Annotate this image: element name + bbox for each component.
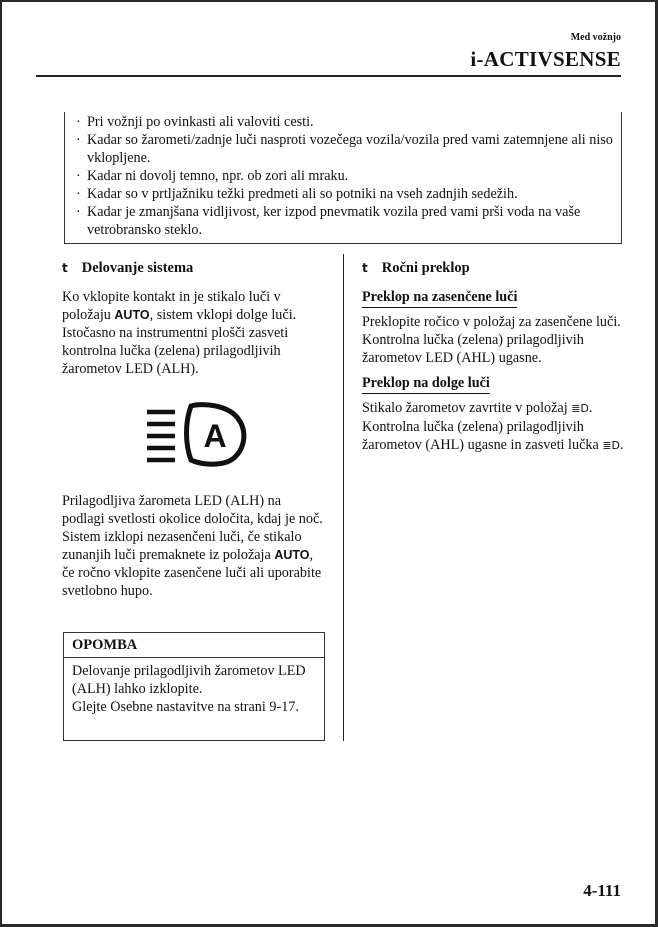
column-divider xyxy=(343,254,344,741)
section-marker: t xyxy=(362,261,368,275)
note-text: Glejte Osebne nastavitve na strani 9-17. xyxy=(72,699,299,715)
subheading: Preklop na dolge luči xyxy=(362,374,490,394)
section-marker: t xyxy=(62,261,68,275)
text-run: . xyxy=(620,437,624,453)
text-run: Kontrolna lučka (zelena) prilagodljivih žarometov (AHL) ugasne in zasveti lučka xyxy=(362,419,603,453)
manual-page xyxy=(2,2,655,924)
section-heading xyxy=(62,258,327,278)
conditions-box xyxy=(64,112,622,244)
note-body xyxy=(64,658,324,716)
page-title: i-ACTIVSENSE xyxy=(470,47,621,71)
paragraph xyxy=(362,399,624,418)
section-heading xyxy=(362,258,624,278)
note-title: OPOMBA xyxy=(64,633,324,658)
text-run: , če ročno vklopite zasenčene luči ali uporabite svetlobno hupo. xyxy=(62,547,322,599)
text-run: . xyxy=(588,400,593,416)
subheading: Preklop na zasenčene luči xyxy=(362,288,517,308)
paragraph xyxy=(362,418,624,455)
bullet-item: · Pri vožnji po ovinkasti ali valoviti cesti. xyxy=(75,113,615,131)
paragraph: Preklopite ročico v položaj za zasenčene luči. xyxy=(362,314,621,330)
paragraph xyxy=(62,288,327,378)
section-label: Med vožnjo xyxy=(570,32,621,43)
bullet-item: · Kadar so v prtljažniku težki predmeti ali so potniki na vseh zadnjih sedežih. xyxy=(75,185,615,203)
text-run: Sistem izklopi nezasenčeni luči, če stikalo zunanjih luči premaknete iz položaja xyxy=(62,529,302,563)
note-text: Delovanje prilagodljivih žarometov LED (ALH) lahko izklopite. xyxy=(72,663,306,697)
auto-label: AUTO xyxy=(114,308,150,322)
adaptive-led-headlights-icon xyxy=(145,400,249,468)
icon-letter: A xyxy=(203,418,227,454)
section-heading-text: Delovanje sistema xyxy=(81,260,194,276)
page-number: 4-111 xyxy=(583,881,621,900)
paragraph xyxy=(62,528,327,600)
high-beam-icon: ≣D xyxy=(602,439,620,452)
section-heading-text: Ročni preklop xyxy=(381,260,470,276)
high-beam-icon: ≣D xyxy=(571,402,589,415)
text-run: Ko vklopite kontakt in je stikalo luči v položaju xyxy=(62,289,281,323)
right-column xyxy=(362,258,624,455)
text-run: , sistem vklopi dolge luči. Istočasno na instrumentni plošči zasveti kontrolna lučka (zelena) prilagodljivih žarometov LED (ALH). xyxy=(62,307,297,377)
auto-label: AUTO xyxy=(274,548,310,562)
bullet-item: · Kadar ni dovolj temno, npr. ob zori ali mraku. xyxy=(75,167,615,185)
header-rule xyxy=(36,75,621,77)
text-run: Stikalo žarometov zavrtite v položaj xyxy=(362,400,572,416)
note-box xyxy=(63,632,325,741)
left-column-lower xyxy=(62,492,327,600)
paragraph: Kontrolna lučka (zelena) prilagodljivih žarometov LED (AHL) ugasne. xyxy=(362,332,584,366)
bullet-item: · Kadar je zmanjšana vidljivost, ker izpod pnevmatik vozila pred vami prši voda na vaše vetrobransko steklo. xyxy=(75,203,615,239)
paragraph: Prilagodljiva žarometa LED (ALH) na podlagi svetlosti okolice določita, kdaj je noč. xyxy=(62,493,323,527)
bullet-item: · Kadar so žarometi/zadnje luči nasproti vozečega vozila/vozila pred vami zatemnjene ali niso vklopljene. xyxy=(75,131,615,167)
left-column xyxy=(62,258,327,378)
